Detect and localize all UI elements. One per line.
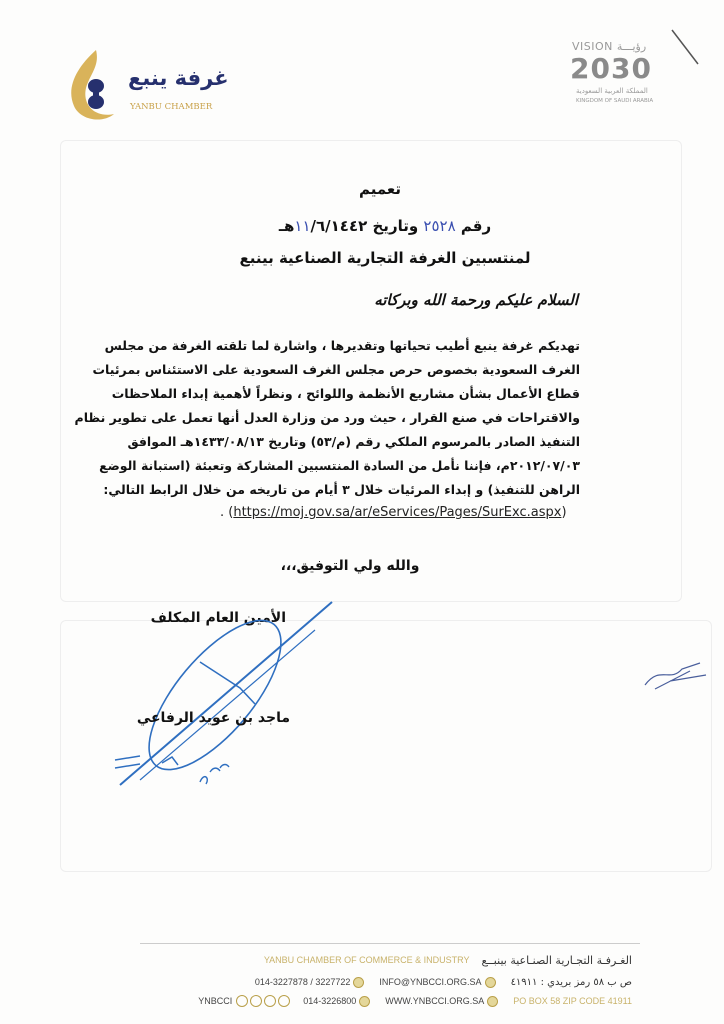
date-rest: /٦/١٤٤٢هـ bbox=[278, 217, 368, 235]
footer-row-web bbox=[140, 994, 632, 1008]
signatory-title: الأمين العام المكلف bbox=[150, 610, 286, 626]
logo-english-text: YANBU CHAMBER bbox=[130, 102, 213, 112]
handwritten-signature bbox=[100, 600, 340, 800]
footer-social bbox=[198, 995, 291, 1007]
phone-icon bbox=[353, 977, 364, 988]
footer-po-arabic: ص ب ٥٨ رمز بريدي : ٤١٩١١ bbox=[510, 976, 632, 988]
letter-title: تعميم bbox=[358, 180, 402, 198]
footer-website bbox=[385, 996, 501, 1007]
pen-stroke-mark bbox=[670, 28, 700, 68]
stamp-scribble bbox=[640, 655, 710, 695]
date-prefix: وتاريخ bbox=[372, 217, 419, 235]
vision-arabic-word: رؤيـــة bbox=[616, 40, 647, 53]
footer-name-english: YANBU CHAMBER OF COMMERCE & INDUSTRY bbox=[263, 955, 470, 965]
survey-link[interactable]: https://moj.gov.sa/ar/eServices/Pages/SurExc.aspx bbox=[233, 505, 562, 520]
fax-text: 014-3226800 bbox=[303, 996, 357, 1006]
vision-year: 2030 bbox=[570, 52, 652, 85]
closing: والله ولي التوفيق،،، bbox=[280, 558, 420, 574]
footer-po-english: PO BOX 58 ZIP CODE 41911 bbox=[513, 996, 632, 1006]
body-line: تهديكم غرفة ينبع أطيب تحياتها وتقديرها ، واشارة لما تلقته الغرفة من مجلس bbox=[104, 338, 580, 353]
phone-text: 014-3227878 / 3227722 bbox=[254, 977, 351, 987]
signatory-name: ماجد بن عويد الرفاعي bbox=[136, 710, 290, 726]
social-handle: YNBCCI bbox=[198, 996, 233, 1006]
youtube-icon[interactable] bbox=[278, 995, 290, 1007]
globe-icon bbox=[487, 996, 498, 1007]
reference-number: ٢٥٢٨ bbox=[423, 217, 456, 235]
yanbu-flame-icon bbox=[66, 48, 128, 123]
body-line: قطاع الأعمال بشأن مشاريع الأنظمة واللوائح ، ونظراً لأهمية إبداء الملاحظات bbox=[111, 386, 580, 401]
facebook-icon[interactable] bbox=[236, 995, 248, 1007]
reference-prefix: رقم bbox=[460, 217, 492, 235]
email-icon bbox=[485, 977, 496, 988]
body-line: الراهن للتنفيذ) و إبداء المرئيات خلال ٣ أيام من تاريخه من خلال الرابط التالي: bbox=[103, 482, 580, 497]
email-text: INFO@YNBCCI.ORG.SA bbox=[379, 977, 482, 987]
body-line: الغرف السعودية بخصوص حرص مجلس الغرف السعودية على الاستئناس بمرئيات bbox=[92, 362, 580, 377]
footer-name-arabic: الغـرفـة التجـارية الصنـاعية بينبــع bbox=[481, 953, 632, 967]
vision-2030-logo bbox=[570, 40, 700, 110]
yanbu-chamber-logo bbox=[66, 48, 229, 123]
recipient-line: لمنتسبين الغرفة التجارية الصناعية بينبع bbox=[239, 249, 531, 267]
footer-divider bbox=[140, 943, 640, 944]
website-text: WWW.YNBCCI.ORG.SA bbox=[385, 996, 485, 1006]
body-line: التنفيذ الصادر بالمرسوم الملكي رقم (م/٥٣) وتاريخ ١٤٣٣/٠٨/١٣هـ الموافق bbox=[127, 434, 580, 449]
body-line: والاقتراحات في صنع القرار ، حيث ورد من وزارة العدل أنها تعمل على تطوير نظام bbox=[74, 410, 580, 425]
footer-row-name bbox=[140, 953, 632, 967]
logo-arabic-text: غرفة ينبع bbox=[128, 66, 229, 90]
reference-line bbox=[200, 216, 570, 236]
instagram-icon[interactable] bbox=[250, 995, 262, 1007]
twitter-icon[interactable] bbox=[264, 995, 276, 1007]
fax-icon bbox=[359, 996, 370, 1007]
footer-phone bbox=[255, 977, 368, 988]
kingdom-english: KINGDOM OF SAUDI ARABIA bbox=[576, 98, 654, 104]
survey-link-line: . (https://moj.gov.sa/ar/eServices/Pages/SurExc.aspx) bbox=[220, 505, 567, 520]
footer-fax bbox=[303, 996, 373, 1007]
greeting: السلام عليكم ورحمة الله وبركاته bbox=[374, 291, 578, 309]
footer-email bbox=[379, 977, 498, 988]
vision-word: VISION bbox=[572, 40, 613, 53]
kingdom-arabic: المملكة العربية السعودية bbox=[576, 87, 648, 95]
body-line: ٢٠١٢/٠٧/٠٣م، فإننا نأمل من السادة المنتسبين المشاركة وتعبئة (استبانة الوضع bbox=[99, 458, 580, 473]
footer-row-contact bbox=[140, 975, 632, 989]
date-day: ١١ bbox=[294, 217, 311, 235]
